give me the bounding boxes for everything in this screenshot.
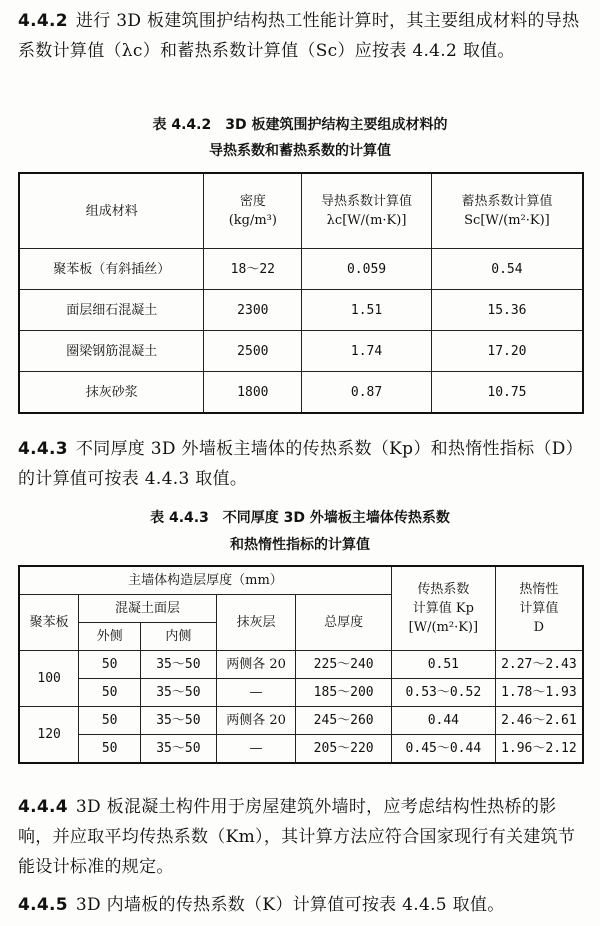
cell-outer: 50 xyxy=(79,679,141,707)
cell-outer: 50 xyxy=(79,651,141,679)
table-4-4-2 xyxy=(18,172,584,414)
table-row xyxy=(19,651,583,679)
table-row xyxy=(19,290,583,331)
header-s: 蓄热系数计算值 Sc[W/(m²·K)] xyxy=(431,173,583,249)
cell-d: 2.46～2.61 xyxy=(495,707,583,735)
table-4-4-3 xyxy=(18,565,584,764)
cell-total: 225～240 xyxy=(296,651,392,679)
cell-material: 抹灰砂浆 xyxy=(19,372,204,414)
header-concrete: 混凝土面层 xyxy=(79,595,216,623)
cell-density: 2300 xyxy=(204,290,302,331)
cell-inner: 35～50 xyxy=(141,707,217,735)
cell-s: 15.36 xyxy=(431,290,583,331)
cell-lambda: 0.87 xyxy=(302,372,432,414)
table-caption-443-line1: 表 4.4.3 不同厚度 3D 外墙板主墙体传热系数 xyxy=(150,510,450,526)
table-row xyxy=(19,707,583,735)
cell-k: 0.45～0.44 xyxy=(391,735,495,764)
cell-lambda: 1.74 xyxy=(302,331,432,372)
cell-k: 0.51 xyxy=(391,651,495,679)
cell-d: 1.96～2.12 xyxy=(495,735,583,764)
header-total: 总厚度 xyxy=(296,595,392,651)
section-number: 4.4.2 xyxy=(18,11,68,31)
table-header-row xyxy=(19,566,583,595)
cell-eps: 100 xyxy=(19,651,79,707)
cell-total: 245～260 xyxy=(296,707,392,735)
table-row xyxy=(19,372,583,414)
table-row xyxy=(19,735,583,764)
section-text: 进行 3D 板建筑围护结构热工性能计算时，其主要组成材料的导热系数计算值（λc）和蓄热系数计算值（Sc）应按表 4.4.2 取值。 xyxy=(18,11,580,61)
header-d: 热惰性 计算值 D xyxy=(495,566,583,651)
section-number: 4.4.3 xyxy=(18,439,68,459)
cell-inner: 35～50 xyxy=(141,679,217,707)
cell-material: 面层细石混凝土 xyxy=(19,290,204,331)
cell-material: 圈梁钢筋混凝土 xyxy=(19,331,204,372)
table-row xyxy=(19,249,583,290)
cell-plaster: 两侧各 20 xyxy=(216,707,296,735)
section-4-4-4 xyxy=(18,792,584,882)
cell-density: 1800 xyxy=(204,372,302,414)
section-4-4-2 xyxy=(18,6,584,66)
cell-plaster: — xyxy=(216,679,296,707)
table-row xyxy=(19,679,583,707)
table-caption-443-line2: 和热惰性指标的计算值 xyxy=(230,537,370,553)
header-layer-thickness: 主墙体构造层厚度（mm） xyxy=(19,566,391,595)
cell-d: 2.27～2.43 xyxy=(495,651,583,679)
cell-lambda: 1.51 xyxy=(302,290,432,331)
table-caption-442-line2: 导热系数和蓄热系数的计算值 xyxy=(209,143,391,159)
cell-eps: 120 xyxy=(19,707,79,764)
cell-s: 0.54 xyxy=(431,249,583,290)
cell-lambda: 0.059 xyxy=(302,249,432,290)
table-row xyxy=(19,331,583,372)
header-plaster: 抹灰层 xyxy=(216,595,296,651)
section-4-4-5 xyxy=(18,890,584,920)
cell-density: 18～22 xyxy=(204,249,302,290)
cell-material: 聚苯板（有斜插丝） xyxy=(19,249,204,290)
section-text: 3D 内墙板的传热系数（K）计算值可按表 4.4.5 取值。 xyxy=(75,895,505,915)
cell-s: 17.20 xyxy=(431,331,583,372)
cell-density: 2500 xyxy=(204,331,302,372)
section-number: 4.4.5 xyxy=(18,895,68,915)
header-inner: 内侧 xyxy=(141,623,217,651)
cell-d: 1.78～1.93 xyxy=(495,679,583,707)
cell-plaster: 两侧各 20 xyxy=(216,651,296,679)
header-k: 传热系数 计算值 Kp [W/(m²·K)] xyxy=(391,566,495,651)
section-number: 4.4.4 xyxy=(18,797,68,817)
header-outer: 外侧 xyxy=(79,623,141,651)
header-material: 组成材料 xyxy=(19,173,204,249)
cell-total: 205～220 xyxy=(296,735,392,764)
cell-inner: 35～50 xyxy=(141,735,217,764)
cell-total: 185～200 xyxy=(296,679,392,707)
table-header-row xyxy=(19,173,583,249)
cell-inner: 35～50 xyxy=(141,651,217,679)
cell-s: 10.75 xyxy=(431,372,583,414)
header-density: 密度 (kg/m³) xyxy=(204,173,302,249)
section-text: 3D 板混凝土构件用于房屋建筑外墙时，应考虑结构性热桥的影响，并应取平均传热系数（Km），其计算方法应符合国家现行有关建筑节能设计标准的规定。 xyxy=(18,797,576,877)
cell-outer: 50 xyxy=(79,735,141,764)
section-text: 不同厚度 3D 外墙板主墙体的传热系数（Kp）和热惰性指标（D）的计算值可按表 4.4.3 取值。 xyxy=(18,439,583,489)
header-eps: 聚苯板 xyxy=(19,595,79,651)
cell-k: 0.53～0.52 xyxy=(391,679,495,707)
table-caption-442-line1: 表 4.4.2 3D 板建筑围护结构主要组成材料的 xyxy=(152,117,448,133)
cell-plaster: — xyxy=(216,735,296,764)
cell-k: 0.44 xyxy=(391,707,495,735)
section-4-4-3 xyxy=(18,434,584,494)
header-lambda: 导热系数计算值 λc[W/(m·K)] xyxy=(302,173,432,249)
cell-outer: 50 xyxy=(79,707,141,735)
